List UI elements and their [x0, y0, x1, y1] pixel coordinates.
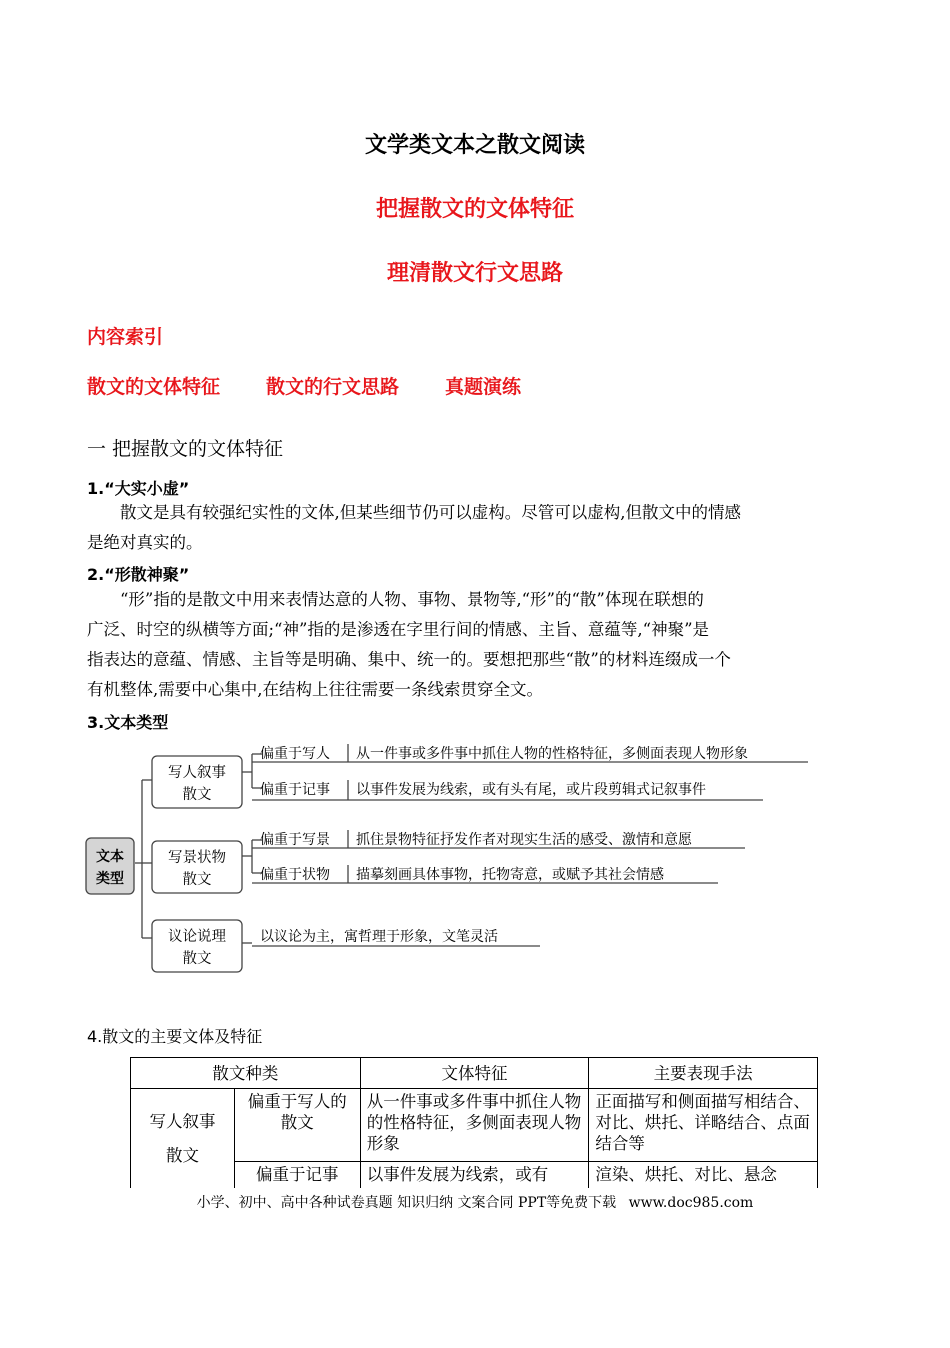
group-3-line-2: 散文	[182, 951, 212, 967]
header-feature: 文体特征	[360, 1058, 589, 1089]
cell-method: 渲染、烘托、对比、悬念	[589, 1162, 818, 1189]
subtitle-writing-approach: 理清散文行文思路	[386, 261, 563, 286]
branch-desc-write-people: 从一件事或多件事中抓住人物的性格特征，多侧面表现人物形象	[356, 746, 748, 762]
footer-url[interactable]: www.doc985.com	[628, 1195, 754, 1211]
index-link-exercises[interactable]: 真题演练	[445, 376, 522, 398]
branch-label-objects: 偏重于状物	[260, 867, 330, 883]
subheading-1: 1.“大实小虚”	[87, 479, 190, 498]
branch-label-scenery: 偏重于写景	[260, 832, 330, 848]
branch-desc-scenery: 抓住景物特征抒发作者对现实生活的感受、激情和意愿	[356, 832, 692, 848]
table-row	[131, 1089, 818, 1162]
section-heading: 一 把握散文的文体特征	[87, 438, 284, 460]
group-1-line-1: 写人叙事	[168, 765, 226, 781]
index-link-approach[interactable]: 散文的行文思路	[266, 376, 400, 398]
footer	[0, 1192, 950, 1212]
cell-group: 写人叙事散文	[131, 1089, 235, 1189]
content-index-nav	[87, 372, 567, 399]
cell-feature: 从一件事或多件事中抓住人物的性格特征，多侧面表现人物形象	[360, 1089, 589, 1162]
table-header-row	[131, 1058, 818, 1089]
branch-desc-argument: 以议论为主，寓哲理于形象，文笔灵活	[260, 929, 498, 945]
content-index-label: 内容索引	[87, 326, 164, 348]
branch-label-write-people: 偏重于写人	[260, 746, 330, 762]
index-link-features[interactable]: 散文的文体特征	[87, 376, 221, 398]
paragraph-2: “形”指的是散文中用来表情达意的人物、事物、景物等,“形”的“散”体现在联想的 广泛、时空的纵横等方面;“神”指的是渗透在字里行间的情感、主旨、意蕴等,“神聚”是 指表达的意蕴、情感、主旨等是明确、集中、统一的。要想把那些“散”的材料连缀成一个 有机整体,需要中心集中,在结构上往往需要一条线索贯穿全文。	[87, 590, 731, 699]
genre-table	[130, 1057, 818, 1189]
branch-label-record-events: 偏重于记事	[260, 782, 330, 798]
page-bottom-mask	[0, 1188, 950, 1348]
header-method: 主要表现手法	[589, 1058, 818, 1089]
header-genre: 散文种类	[131, 1058, 361, 1089]
branch-desc-objects: 描摹刻画具体事物，托物寄意，或赋予其社会情感	[356, 867, 664, 883]
subheading-3: 3.文本类型	[87, 713, 169, 732]
paragraph-1: 散文是具有较强纪实性的文体,但某些细节仍可以虚构。尽管可以虚构,但散文中的情感 是绝对真实的。	[87, 503, 741, 552]
subtitle-genre-features: 把握散文的文体特征	[375, 197, 574, 222]
root-line-2: 类型	[96, 871, 124, 887]
cell-method: 正面描写和侧面描写相结合、对比、烘托、详略结合、点面结合等	[589, 1089, 818, 1162]
group-2-line-2: 散文	[182, 872, 212, 888]
footer-text: 小学、初中、高中各种试卷真题 知识归纳 文案合同 PPT等免费下载	[196, 1195, 617, 1211]
cell-sub: 偏重于记事	[234, 1162, 360, 1189]
group-2-line-1: 写景状物	[168, 850, 226, 866]
table-row	[131, 1162, 818, 1189]
group-1-line-2: 散文	[182, 787, 212, 803]
text-type-diagram	[80, 728, 820, 978]
cell-sub: 偏重于写人的散文	[234, 1089, 360, 1162]
subheading-4: 4.散文的主要文体及特征	[87, 1027, 263, 1046]
page-title: 文学类文本之散文阅读	[364, 133, 585, 158]
branch-desc-record-events: 以事件发展为线索，或有头有尾，或片段剪辑式记叙事件	[356, 782, 706, 798]
subheading-2: 2.“形散神聚”	[87, 565, 190, 584]
cell-feature: 以事件发展为线索，或有	[360, 1162, 589, 1189]
group-3-line-1: 议论说理	[168, 929, 226, 945]
root-line-1: 文本	[96, 849, 124, 865]
